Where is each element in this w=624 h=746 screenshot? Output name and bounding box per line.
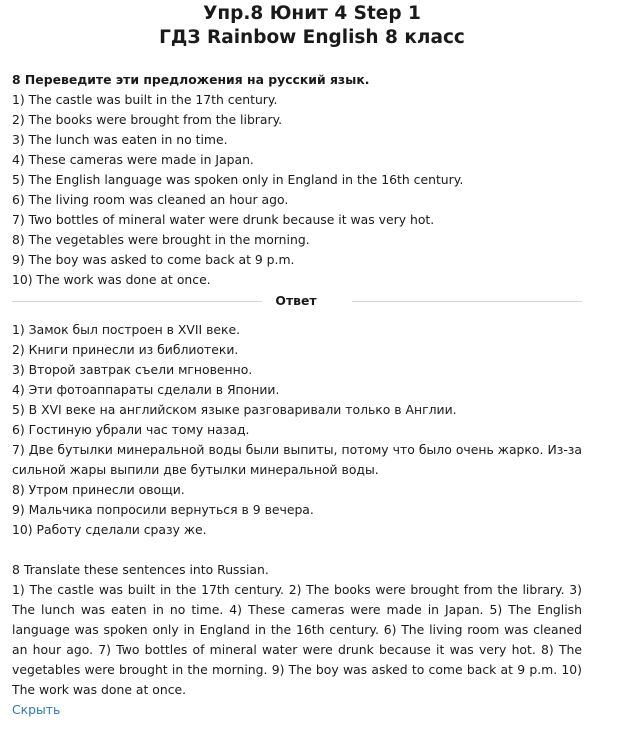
answer-label: Ответ [275, 293, 317, 308]
task-sentence: 8) The vegetables were brought in the morning. [12, 232, 310, 247]
task-sentence: 9) The boy was asked to come back at 9 p.m. [12, 252, 295, 267]
answer-list [12, 320, 582, 540]
task-sentence: 3) The lunch was eaten in no time. [12, 132, 228, 147]
task-sentence: 4) These cameras were made in Japan. [12, 152, 254, 167]
answer-item: 7) Две бутылки минеральной воды были выпиты, потому что было очень жарко. Из-за сильной жары выпили две бутылки минеральной воды. [12, 442, 582, 477]
answer-item: 10) Работу сделали сразу же. [12, 522, 207, 537]
task-sentence: 6) The living room was cleaned an hour ago. [12, 192, 289, 207]
answer-item: 1) Замок был построен в XVII веке. [12, 322, 241, 337]
page-subtitle: ГДЗ Rainbow English 8 класс [159, 27, 465, 48]
answer-item: 9) Мальчика попросили вернуться в 9 вечера. [12, 502, 314, 517]
answer-item: 5) В XVI веке на английском языке разговаривали только в Англии. [12, 402, 457, 417]
divider-line-right [352, 301, 582, 302]
answer-item: 2) Книги принесли из библиотеки. [12, 342, 239, 357]
exercise-content [12, 70, 582, 720]
english-paragraph: 1) The castle was built in the 17th century. 2) The books were brought from the library. 3) The lunch was eaten in no time. 4) These cameras were made in Japan. 5) The English language was spoken only in England in the 16th century. 6) The living room was cleaned an hour ago. 7) Two bottles of mineral water were drunk because it was very hot. 8) The vegetables were brought in the morning. 9) The boy was asked to come back at 9 p.m. 10) The work was done at once. [12, 582, 582, 697]
task-sentence: 5) The English language was spoken only in England in the 16th century. [12, 172, 464, 187]
answer-item: 4) Эти фотоаппараты сделали в Японии. [12, 382, 280, 397]
answer-item: 8) Утром принесли овощи. [12, 482, 185, 497]
answer-divider [12, 291, 582, 311]
english-heading: 8 Translate these sentences into Russian. [12, 562, 269, 577]
hide-link[interactable]: Скрыть [12, 702, 61, 717]
answer-item: 6) Гостиную убрали час тому назад. [12, 422, 250, 437]
task-sentence: 10) The work was done at once. [12, 272, 211, 287]
task-sentence: 2) The books were brought from the library. [12, 112, 283, 127]
task-sentence: 1) The castle was built in the 17th century. [12, 92, 278, 107]
answer-item: 3) Второй завтрак съели мгновенно. [12, 362, 253, 377]
task-heading: 8 Переведите эти предложения на русский язык. [12, 72, 370, 87]
task-sentences [12, 90, 582, 290]
task-sentence: 7) Two bottles of mineral water were drunk because it was very hot. [12, 212, 435, 227]
page-title: Упр.8 Юнит 4 Step 1 [203, 3, 421, 24]
english-task [12, 560, 582, 700]
